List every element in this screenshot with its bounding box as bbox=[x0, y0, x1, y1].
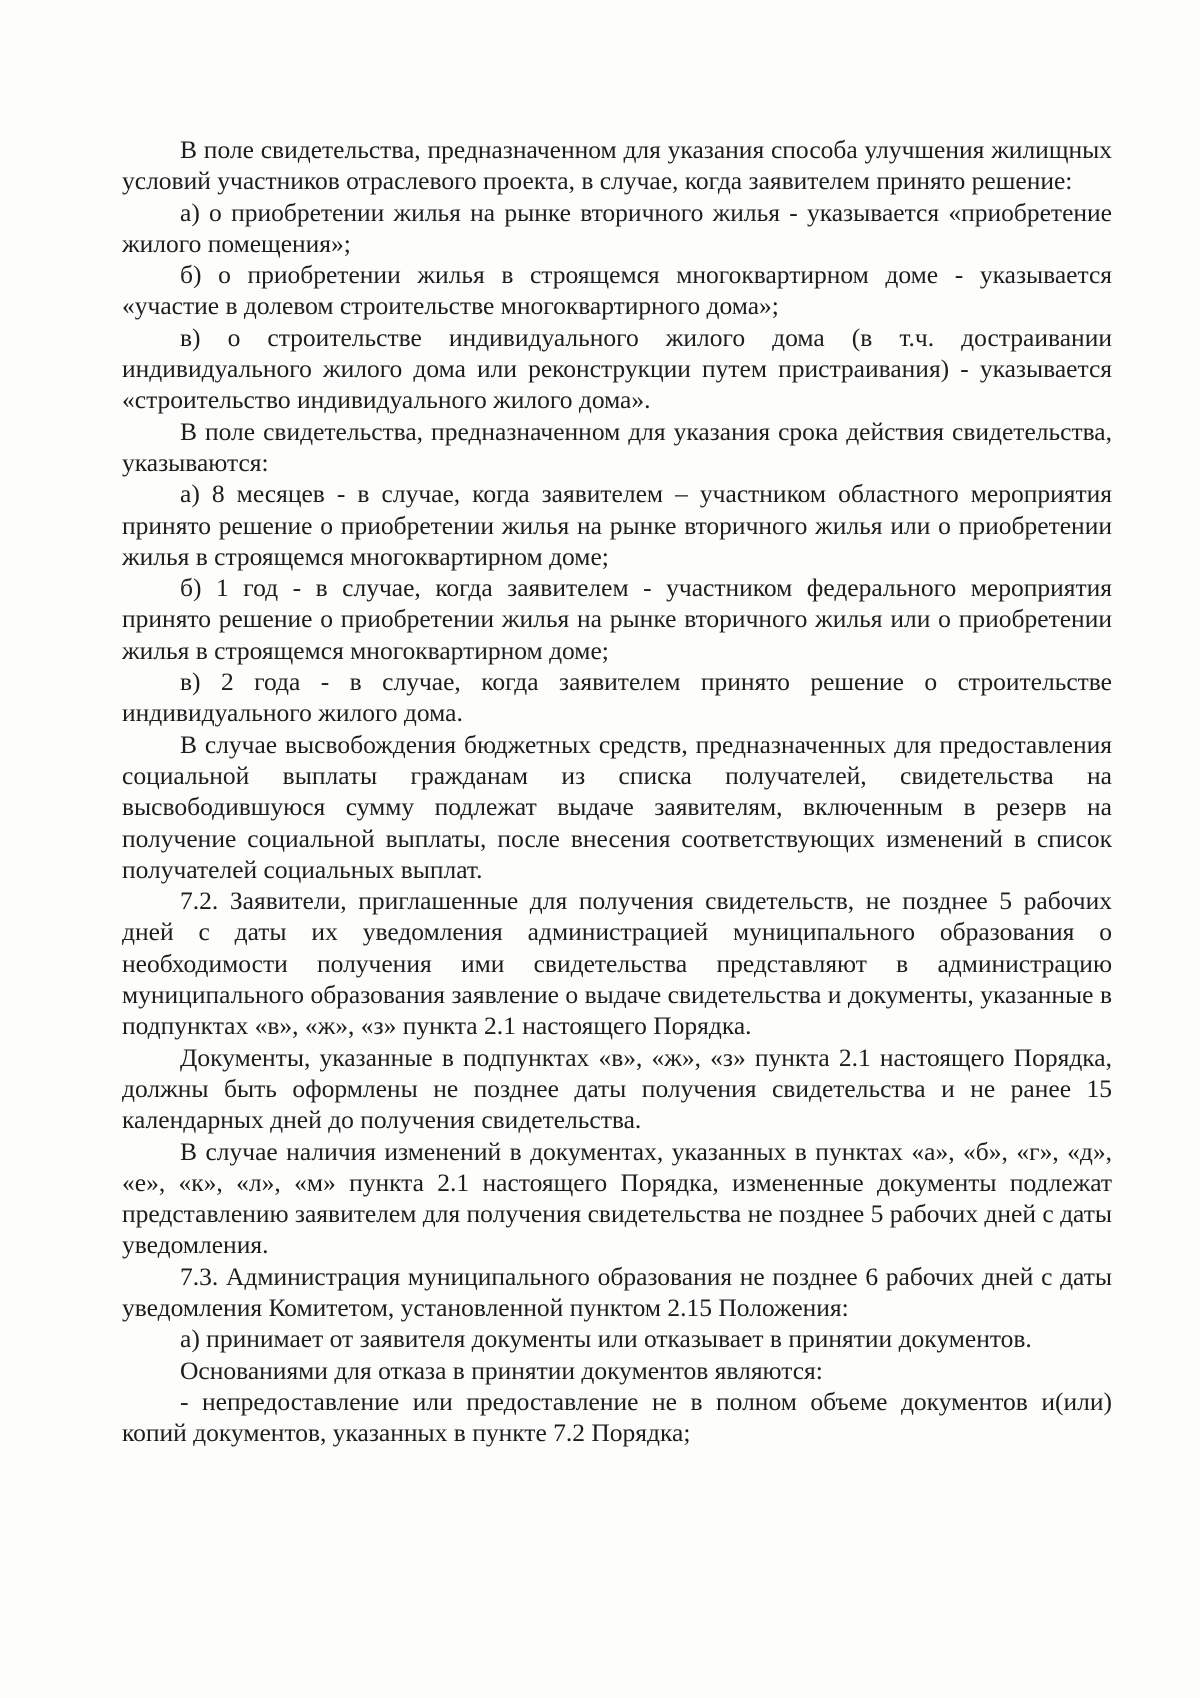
paragraph: а) принимает от заявителя документы или отказывает в принятии документов. bbox=[180, 1324, 1032, 1354]
paragraph: а) о приобретении жилья на рынке вторичного жилья - указывается «приобретение жилого помещения»; bbox=[122, 197, 1112, 258]
paragraph: б) о приобретении жилья в строящемся многоквартирном доме - указывается «участие в долевом строительстве многоквартирного дома»; bbox=[122, 260, 1112, 321]
paragraph: 7.3. Администрация муниципального образования не позднее 6 рабочих дней с даты уведомления Комитетом, установленной пунктом 2.15 Положения: bbox=[122, 1261, 1112, 1322]
paragraph: - непредоставление или предоставление не в полном объеме документов и(или) копий документов, указанных в пункте 7.2 Порядка; bbox=[122, 1386, 1112, 1448]
paragraph: в) о строительстве индивидуального жилого дома (в т.ч. достраивании индивидуального жилого дома или реконструкции путем пристраивания) - указывается «строительство индивидуального жилого дома». bbox=[122, 322, 1112, 415]
paragraph: 7.2. Заявители, приглашенные для получения свидетельств, не позднее 5 рабочих дней с даты их уведомления администрацией муниципального образования о необходимости получения ими свидетельства представляют в администрацию муниципального образования заявление о выдаче свидетельства и документы, указанные в подпунктах «в», «ж», «з» пункта 2.1 настоящего Порядка. bbox=[122, 886, 1112, 1041]
paragraph: Основаниями для отказа в принятии документов являются: bbox=[180, 1355, 823, 1385]
paragraph: в) 2 года - в случае, когда заявителем принято решение о строительстве индивидуального жилого дома. bbox=[122, 667, 1112, 728]
paragraph: б) 1 год - в случае, когда заявителем - участником федерального мероприятия принято решение о приобретении жилья на рынке вторичного жилья или о приобретении жилья в строящемся многоквартирном доме; bbox=[122, 573, 1112, 665]
document-body bbox=[122, 134, 1112, 1448]
paragraph: В поле свидетельства, предназначенном для указания способа улучшения жилищных условий участников отраслевого проекта, в случае, когда заявителем принято решение: bbox=[122, 135, 1112, 196]
paragraph: В поле свидетельства, предназначенном для указания срока действия свидетельства, указываются: bbox=[122, 416, 1112, 477]
paragraph: В случае наличия изменений в документах, указанных в пунктах «а», «б», «г», «д», «е», «к», «л», «м» пункта 2.1 настоящего Порядка, измененные документы подлежат представлению заявителем для получения свидетельства не позднее 5 рабочих дней с даты уведомления. bbox=[122, 1136, 1112, 1260]
paragraph: В случае высвобождения бюджетных средств, предназначенных для предоставления социальной выплаты гражданам из списка получателей, свидетельства на высвободившуюся сумму подлежат выдаче заявителям, включенным в резерв на получение социальной выплаты, после внесения соответствующих изменений в список получателей социальных выплат. bbox=[122, 729, 1112, 884]
paragraph: Документы, указанные в подпунктах «в», «ж», «з» пункта 2.1 настоящего Порядка, должны быть оформлены не позднее даты получения свидетельства и не ранее 15 календарных дней до получения свидетельства. bbox=[122, 1042, 1112, 1135]
paragraph: а) 8 месяцев - в случае, когда заявителем – участником областного мероприятия принято решение о приобретении жилья на рынке вторичного жилья или о приобретении жилья в строящемся многоквартирном доме; bbox=[122, 479, 1112, 571]
